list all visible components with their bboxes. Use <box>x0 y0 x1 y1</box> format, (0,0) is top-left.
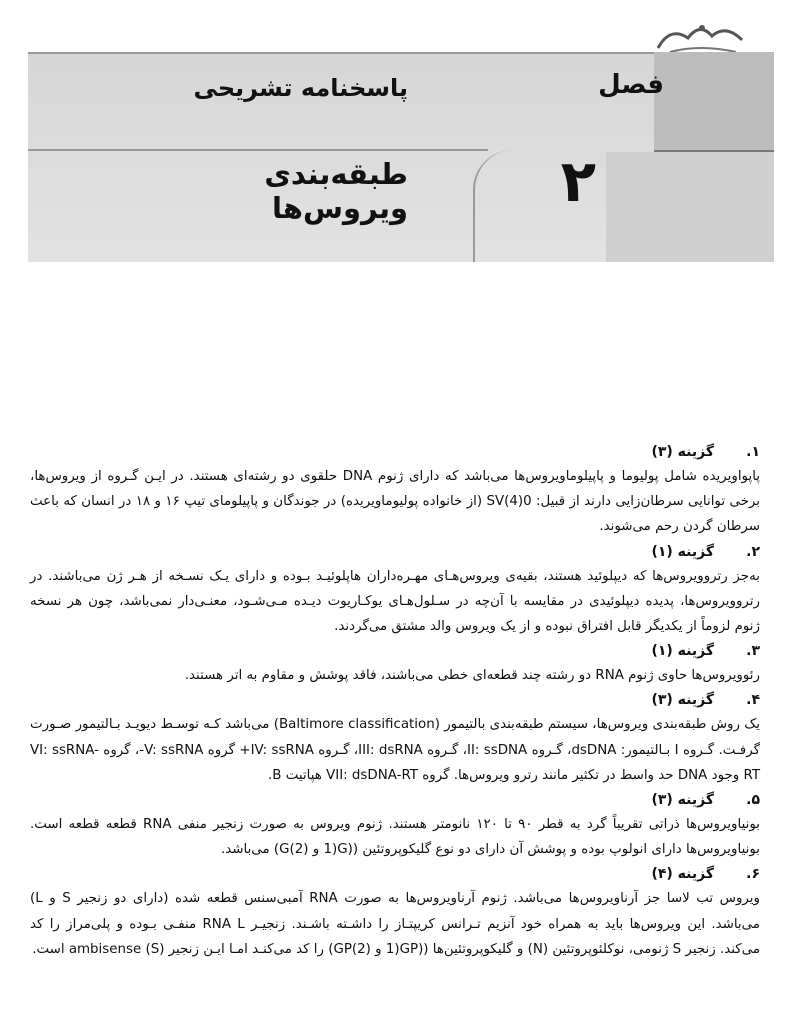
section-title: پاسخنامه تشریحی <box>193 74 408 102</box>
answer-number: ۳. <box>746 643 760 660</box>
answer-item <box>30 788 760 862</box>
chapter-title: طبقه‌بندی ویروس‌ها <box>264 157 408 225</box>
answer-number: ۲. <box>746 543 760 560</box>
answer-list <box>30 440 760 962</box>
answer-number: ۶. <box>746 866 760 883</box>
answer-explanation: پاپواویریده شامل پولیوما و پاپیلوماویروس‌ها می‌باشد که دارای ژنوم DNA حلقوی دو رشته‌ای هستند. در ایـن گـروه از ویروس‌ها، برخی توانایی سرطان‌زایی دارند از قبیل: SV(4)0 (از خانواده پولیوماویریده) در جوندگان و پاپیلومای تیپ ۱۶ و ۱۸ در انسان که باعث سرطان گردن رحم می‌شوند. <box>30 469 761 535</box>
answer-item <box>30 688 760 788</box>
answer-option: گزینه (۱) <box>651 643 714 660</box>
chapter-label-box <box>654 52 774 152</box>
answer-number: ۵. <box>746 792 760 809</box>
answer-option: گزینه (۳) <box>651 444 714 460</box>
banner-divider <box>28 149 488 151</box>
answer-explanation: یک روش طبقه‌بندی ویروس‌ها، سیستم طبقه‌بندی بالتیمور (Baltimore classification) می‌باشد کـه توسـط دیویـد بـالتیمور صـورت گرفـت. گـروه I بـالتیمور: dsDNA، گـروه II: ssDNA، گـروه III: dsRNA، گـروه IV: ssRNA+ گروه V: ssRNA-، گروه VI: ssRNA-RT وجود DNA حد واسط در تکثیر مانند رترو ویروس‌ها. گروه VII: dsDNA-RT هپاتیت B. <box>30 717 760 783</box>
chapter-number-box <box>606 152 774 262</box>
answer-item <box>30 639 760 688</box>
answer-option: گزینه (۴) <box>651 866 714 883</box>
answer-option: گزینه (۳) <box>651 692 714 709</box>
answer-item <box>30 540 760 640</box>
banner-curve <box>473 150 515 262</box>
answer-number: ۱. <box>746 444 760 460</box>
chapter-banner <box>28 52 774 264</box>
answer-explanation: ویروس تب لاسا جز آرناویروس‌ها می‌باشد. ژنوم آرناویروس‌ها به صورت RNA آمبی‌سنس قطعه شده (دارای دو زنجیر S و L) می‌باشد. این ویروس‌ها باید به همراه خود آنزیم تـرانس کریپتـاز را داشـته باشـند. زنجیـر RNA L منفـی بـوده و پلی‌مراز را کد می‌کند. زنجیر S ژنومی، نوکلئوپروتئین (N) و گلیکوپروتئین‌ها ((GP(1 و GP(2)) را کد می‌کنـد امـا ایـن زنجیر (S) ambisense است. <box>30 891 760 957</box>
answer-option: گزینه (۳) <box>651 792 714 809</box>
answer-number: ۴. <box>746 692 760 709</box>
answer-item <box>30 440 760 540</box>
answer-explanation: به‌جز رتروویروس‌ها که دیپلوئید هستند، بقیه‌ی ویروس‌هـای مهـره‌داران هاپلوئیـد بـوده و دارای یـک نسـخه از هـر ژن می‌باشند. در رتروویروس‌ها، پدیده دیپلوئیدی در مقایسه با آن‌چه در سـلول‌هـای یوکـاریوت دیـده مـی‌شـود، معنـی‌دار نمی‌باشد، چون هر نسخه ژنوم لزوماً از یکدیگر قابل افتراق نبوده و از یک ویروس والد مشتق می‌گردند. <box>30 568 760 635</box>
answer-option: گزینه (۱) <box>651 543 714 560</box>
answer-explanation: رئوویروس‌ها حاوی ژنوم RNA دو رشته چند قطعه‌ای خطی می‌باشند، فاقد پوشش و مقاوم به اتر هستند. <box>184 668 760 684</box>
chapter-number: ۲ <box>560 147 596 215</box>
answer-explanation: بونیاویروس‌ها ذراتی تقریباً گرد به قطر ۹۰ تا ۱۲۰ نانومتر هستند. ژنوم ویروس به صورت زنجیر منفی RNA قطعه قطعه است. بونیاویروس‌ها دارای انولوپ بوده و پوشش آن دارای دو نوع گلیکوپروتئین ((G(1 و G(2)) می‌باشد. <box>30 817 761 858</box>
answer-item <box>30 862 760 962</box>
chapter-label: فصل <box>598 70 664 100</box>
